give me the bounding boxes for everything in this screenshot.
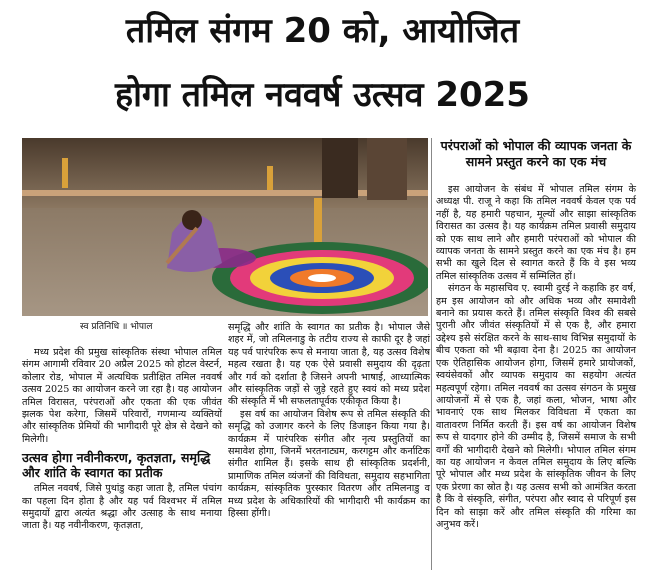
headline-line-1: तमिल संगम 20 को, आयोजित <box>125 11 520 51</box>
headline-line-2: होगा तमिल नववर्ष उत्सव 2025 <box>115 75 530 115</box>
col2-paragraph-1: समृद्धि और शांति के स्वागत का प्रतीक है। भोपाल जैसे शहर में, जो तमिलनाडु के तटीय राज्य से काफी दूर है जहां यह पर्व पारंपरिक रूप से मनाया जाता है, यह उत्सव विशेष महत्व रखता है। यह एक ऐसे प्रवासी समुदाय की दृढ़ता और गर्व को दर्शाता है जिसने अपनी भाषाई, आध्यात्मिक और सांस्कृतिक जड़ों से जुड़े रहते हुए स्वयं को मध्य प्रदेश की संस्कृति में भी सफलतापूर्वक एकीकृत किया है। <box>228 322 430 408</box>
col1-paragraph-2: तमिल नववर्ष, जिसे पुथांडु कहा जाता है, तमिल पंचांग का पहला दिन होता है और यह पर्व विश्वभर में तमिल समुदायों द्वारा अत्यंत श्रद्धा और उत्साह के साथ मनाया जाता है। यह नवीनीकरण, कृतज्ञता, <box>22 483 222 532</box>
col3-subheading: परंपराओं को भोपाल की व्यापक जनता के सामने प्रस्तुत करने का एक मंच <box>440 138 632 169</box>
column-2 <box>228 322 430 521</box>
col3-paragraph-1: इस आयोजन के संबंध में भोपाल तमिल संगम के अध्यक्ष पी. राजू ने कहा कि तमिल नववर्ष केवल एक पर्व नहीं है, यह हमारी पहचान, मूल्यों और साझा सांस्कृतिक विरासत का उत्सव है। यह कार्यक्रम तमिल प्रवासी समुदाय को एक साथ लाने और हमारी परंपराओं को भोपाल की व्यापक जनता के सामने प्रस्तुत करने का एक मंच है। हम सभी का खुले दिल से स्वागत करते हैं कि वे इस भव्य तमिल सांस्कृतिक उत्सव में सम्मिलित हों। <box>436 184 636 282</box>
col1-subheading: उत्सव होगा नवीनीकरण, कृतज्ञता, समृद्धि और शांति के स्वागत का प्रतीक <box>22 450 211 481</box>
column-1 <box>22 347 222 533</box>
col1-paragraph-1: मध्य प्रदेश की प्रमुख सांस्कृतिक संस्था भोपाल तमिल संगम आगामी रविवार 20 अप्रैल 2025 को होटल वेस्टर्न, कोलार रोड, भोपाल में अत्यधिक प्रतीक्षित तमिल नववर्ष उत्सव 2025 का आयोजन करने जा रहा है। यह आयोजन तमिल विरासत, परंपराओं और एकता की एक जीवंत झलक पेश करेगा, जिसमें परिवारों, गणमान्य व्यक्तियों और सांस्कृतिक प्रेमियों की भागीदारी पूरे क्षेत्र से देखने को मिलेगी। <box>22 347 222 445</box>
col2-paragraph-2: इस वर्ष का आयोजन विशेष रूप से तमिल संस्कृति की समृद्धि को उजागर करने के लिए डिजाइन किया गया है। कार्यक्रम में पारंपरिक संगीत और नृत्य प्रस्तुतियों का समावेश होगा, जिनमें भरतनाट्यम, करगट्टम और कर्नाटिक संगीत शामिल हैं। इसके साथ ही सांस्कृतिक प्रदर्शनी, प्रामाणिक तमिल व्यंजनों की विविधता, समुदाय सहभागिता कार्यक्रम, सांस्कृतिक पुरस्कार वितरण और तमिलनाडु व मध्य प्रदेश के अधिकारियों की भागीदारी भी कार्यक्रम का हिस्सा होंगी। <box>228 408 430 520</box>
column-3 <box>436 184 636 531</box>
rangoli-photo <box>22 138 428 316</box>
column-rule <box>431 138 432 570</box>
photo-caption: स्व प्रतिनिधि ॥ भोपाल <box>80 322 153 332</box>
rangoli-photo-icon <box>22 138 428 316</box>
col3-paragraph-2: संगठन के महासचिव ए. स्वामी दुरई ने कहाकि हर वर्ष, हम इस आयोजन को और अधिक भव्य और समावेशी बनाने का प्रयास करते हैं। तमिल संस्कृति विश्व की सबसे पुरानी और जीवंत संस्कृतियों में से एक है, और हमारा उद्देश्य इसे संरक्षित करने के साथ-साथ विभिन्न समुदायों के बीच एकता को भी बढ़ावा देना है। 2025 का आयोजन एक ऐतिहासिक आयोजन होगा, जिसमें हमारे प्रायोजकों, स्वयंसेवकों और व्यापक समुदाय का सहयोग अत्यंत महत्वपूर्ण रहेगा। तमिल नववर्ष का उत्सव संगठन के प्रमुख आयोजनों में से एक है, जहां कला, भोजन, भाषा और भावनाएं एक साथ मिलकर विविधता में एकता का वातावरण निर्मित करती हैं। इस वर्ष का आयोजन विशेष रूप से यादगार होने की उम्मीद है, जिसमें समाज के सभी वर्गों की भागीदारी देखने को मिलेगी। भोपाल तमिल संगम का यह आयोजन न केवल तमिल समुदाय के लिए बल्कि पूरे भोपाल और मध्य प्रदेश के सांस्कृतिक जीवन के लिए एक प्रेरणा का स्रोत है। यह उत्सव सभी को आमंत्रित करता है कि वे संस्कृति, संगीत, परंपरा और स्वाद से परिपूर्ण इस दिन को साझा करें और तमिल संस्कृति की गरिमा का अनुभव करें। <box>436 283 636 530</box>
